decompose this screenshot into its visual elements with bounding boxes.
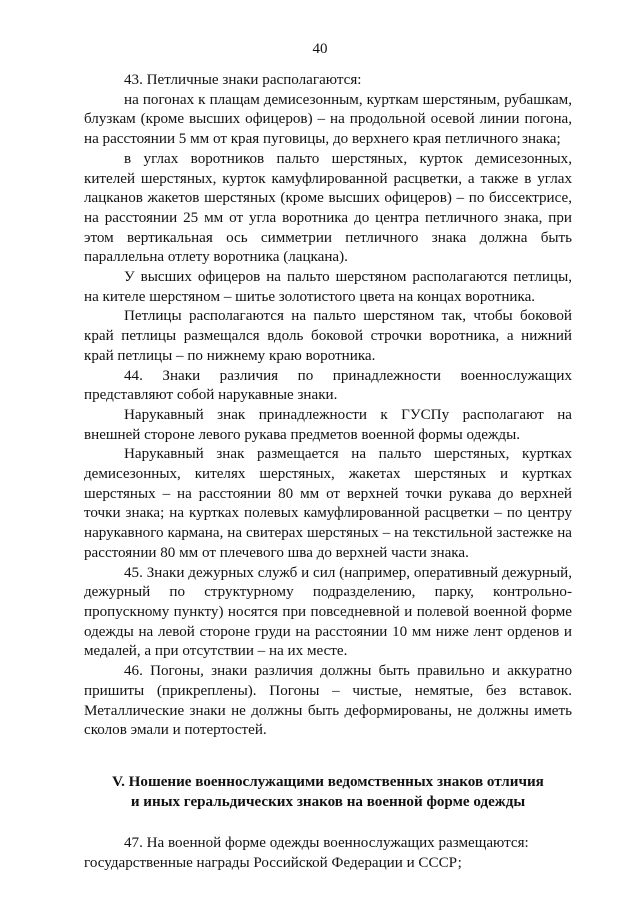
paragraph-sleeve-badge-location: Нарукавный знак принадлежности к ГУСПу располагают на внешней стороне левого рукава предметов военной формы одежды.	[84, 406, 572, 443]
paragraph-43-collar-corners: в углах воротников пальто шерстяных, курток демисезонных, кителей шерстяных, курток камуфлированной расцветки, а также в углах лацканов жакетов шерстяных (кроме высших офицеров) – по биссектрисе, на расстоянии 25 мм от угла воротника до центра петличного знака, при этом вертикальная ось симметрии петличного знака должна быть параллельна отлету воротника (лацкана).	[84, 150, 572, 266]
paragraph-47-item-1: государственные награды Российской Федерации и СССР;	[84, 855, 462, 872]
paragraph-senior-officers: У высших офицеров на пальто шерстяном располагаются петлицы, на кителе шерстяном – шитье золотистого цвета на концах воротника.	[84, 269, 572, 305]
section-heading-v	[84, 773, 572, 812]
section-heading-line-1: V. Ношение военнослужащими ведомственных знаков отличия	[112, 773, 544, 790]
paragraph-47-intro: 47. На военной форме одежды военнослужащих размещаются:	[124, 835, 529, 852]
section-heading-line-2: и иных геральдических знаков на военной форме одежды	[130, 793, 526, 810]
heading-spacer	[84, 812, 572, 834]
document-body	[84, 71, 572, 874]
paragraph-46: 46. Погоны, знаки различия должны быть правильно и аккуратно пришиты (прикреплены). Погоны – чистые, немятые, без вставок. Металлические знаки не должны быть деформированы, не должны иметь сколов эмали и потертостей.	[84, 663, 572, 739]
paragraph-collar-tabs: Петлицы располагаются на пальто шерстяном так, чтобы боковой край петлицы размещался вдоль боковой строчки воротника, а нижний край петлицы – по нижнему краю воротника.	[84, 308, 572, 364]
page-number: 40	[312, 41, 328, 57]
paragraph-45: 45. Знаки дежурных служб и сил (например, оперативный дежурный, дежурный по структурному подразделению, парку, контрольно-пропускному пункту) носятся при повседневной и полевой военной форме одежды на левой стороне груди на расстоянии 10 мм ниже лент орденов и медалей, а при отсутствии – на их месте.	[84, 564, 572, 660]
paragraph-43-intro: 43. Петличные знаки располагаются:	[124, 72, 362, 88]
section-spacer	[84, 741, 572, 773]
paragraph-44: 44. Знаки различия по принадлежности военнослужащих представляют собой нарукавные знаки.	[84, 367, 572, 404]
paragraph-sleeve-badge-placement: Нарукавный знак размещается на пальто шерстяных, куртках демисезонных, кителях шерстяных, жакетах шерстяных и куртках шерстяных – на расстоянии 80 мм от верхней точки рукава до верхней точки знака; на куртках полевых камуфлированной расцветки – по центру нарукавного кармана, на свитерах шерстяных – на текстильной застежке на расстоянии 80 мм от плечевого шва до верхней части знака.	[84, 446, 572, 561]
paragraph-43-shoulder-straps: на погонах к плащам демисезонным, курткам шерстяным, рубашкам, блузкам (кроме высших офицеров) – на продольной осевой линии погона, на расстоянии 5 мм от края пуговицы, до верхнего края петличного знака;	[84, 91, 572, 148]
